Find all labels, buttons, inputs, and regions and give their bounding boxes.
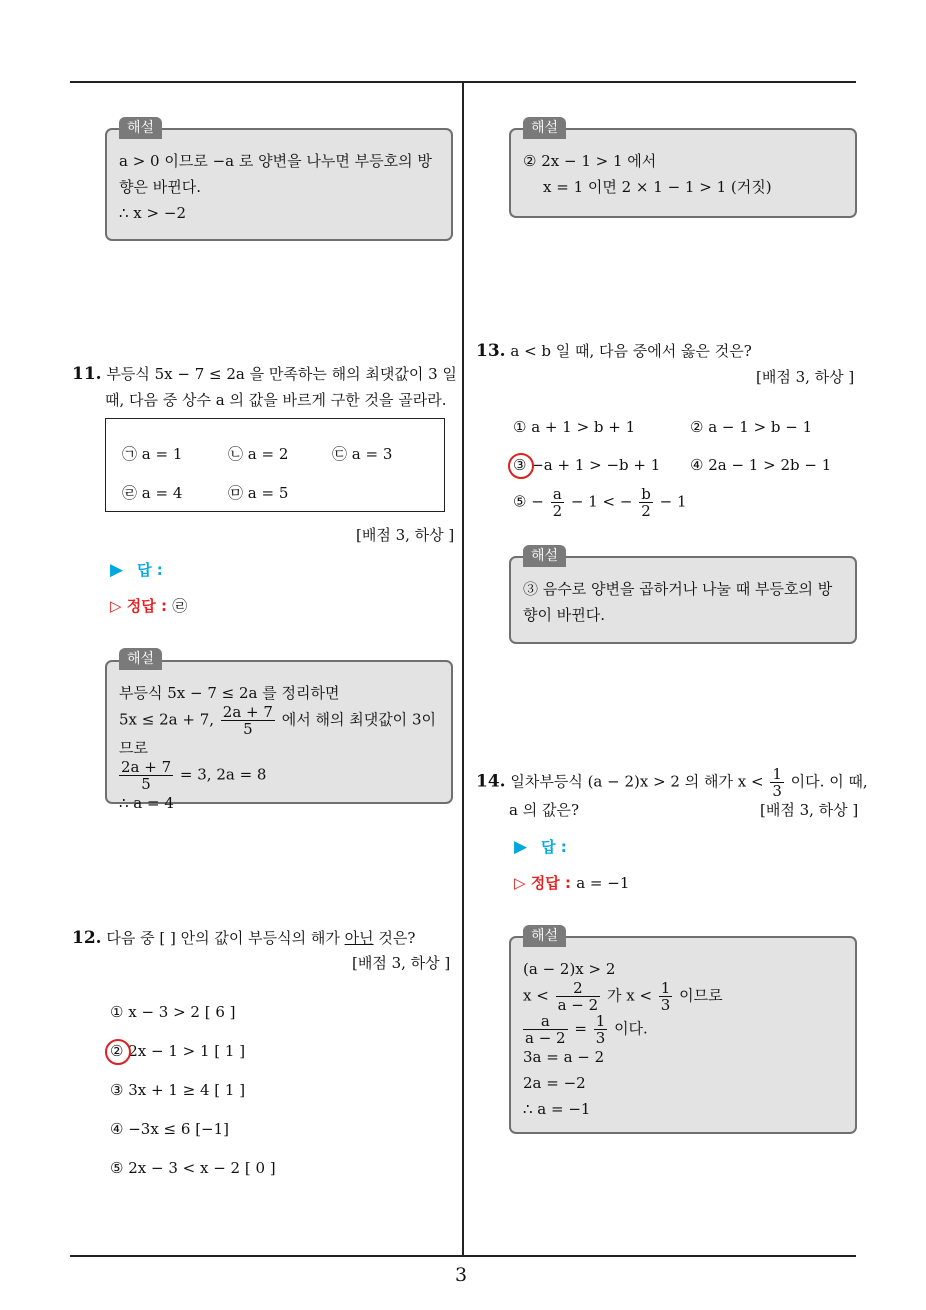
answer-field[interactable] — [110, 559, 163, 580]
choice-item[interactable]: ① x − 3 > 2 [ 6 ] — [110, 1003, 236, 1021]
choice-item[interactable]: ④ −3x ≤ 6 [−1] — [110, 1120, 230, 1138]
fraction-denominator: 5 — [243, 720, 253, 738]
fraction-numerator: 1 — [595, 1012, 606, 1030]
question-text-underlined: 아닌 — [344, 929, 374, 947]
solution-text: 이다. — [614, 1019, 648, 1038]
question-11 — [72, 361, 462, 387]
answer-label: 답 : — [137, 561, 163, 579]
choice-item[interactable]: ② a − 1 > b − 1 — [690, 418, 813, 436]
choice-item[interactable]: ④ 2a − 1 > 2b − 1 — [690, 456, 832, 474]
fraction — [119, 759, 173, 792]
solution-text: 에서 해의 최댓값이 3이므로 — [119, 710, 436, 757]
choice-item[interactable]: ① a + 1 > b + 1 — [513, 418, 636, 436]
solution-line: 3a = a − 2 — [523, 1048, 605, 1066]
fraction-denominator: 3 — [595, 1029, 606, 1047]
question-number: 12. — [72, 928, 102, 948]
page-number: 3 — [455, 1264, 468, 1286]
outline-triangle-icon: ▷ — [514, 874, 531, 892]
outline-triangle-icon: ▷ — [110, 597, 127, 615]
solution-line: ∴ x > −2 — [119, 204, 186, 222]
solution-line: 부등식 5x − 7 ≤ 2a 를 정리하면 — [119, 684, 340, 702]
q11-solution-box — [105, 660, 453, 812]
solution-text: = 3, 2a = 8 — [179, 765, 267, 784]
solution-line — [523, 1013, 843, 1046]
choice-item[interactable]: ③ −a + 1 > −b + 1 — [513, 456, 661, 474]
correct-value: a = −1 — [576, 874, 630, 892]
fraction — [523, 1013, 568, 1046]
solution-line: 향은 바뀐다. — [119, 178, 201, 196]
q14-solution-box — [509, 936, 857, 1134]
solution-line — [523, 980, 843, 1013]
fraction-denominator: a − 2 — [525, 1029, 566, 1047]
solution-text: 5x ≤ 2a + 7, — [119, 710, 215, 729]
solution-badge: 해설 — [119, 648, 162, 670]
question-number: 14. — [476, 771, 506, 792]
question-12 — [72, 925, 415, 951]
fraction-denominator: 5 — [141, 775, 151, 793]
fraction — [221, 704, 275, 737]
question-14 — [476, 766, 868, 799]
question-13 — [476, 338, 752, 364]
option-item: ㉢ a = 3 — [332, 445, 393, 463]
correct-value: ㉣ — [172, 597, 188, 615]
fraction — [639, 486, 653, 519]
correct-label: 정답 : — [126, 597, 167, 615]
fraction-numerator: 1 — [660, 979, 671, 997]
fraction — [594, 1013, 608, 1046]
choice-text: − 1 < − — [570, 492, 633, 511]
fraction-numerator: 2a + 7 — [121, 758, 172, 776]
correct-answer — [514, 872, 629, 893]
fraction — [659, 980, 673, 1013]
left-prev-solution-box — [105, 128, 453, 241]
answer-label: 답 : — [541, 838, 567, 856]
selected-circle-mark — [105, 1039, 131, 1065]
option-item: ㉠ a = 1 — [122, 445, 183, 463]
fraction-numerator: 2a + 7 — [222, 703, 273, 721]
choice-text: ⑤ − — [513, 492, 544, 511]
correct-label: 정답 : — [530, 874, 571, 892]
solution-line: 2a = −2 — [523, 1074, 586, 1092]
solution-line — [119, 759, 439, 792]
q13-solution-box — [509, 556, 857, 644]
solution-line: a > 0 이므로 −a 로 양변을 나누면 부등호의 방 — [119, 152, 432, 170]
question-text: 부등식 5x − 7 ≤ 2a 을 만족하는 해의 최댓값이 3 일 — [106, 365, 457, 383]
question-14-text-line2: a 의 값은? — [509, 801, 579, 819]
fraction-denominator: 2 — [641, 502, 651, 520]
options-box — [105, 418, 445, 512]
solution-line — [119, 704, 439, 759]
fraction-numerator: a — [523, 1013, 568, 1030]
solution-line: ② 2x − 1 > 1 에서 — [523, 152, 657, 170]
fraction-numerator: 1 — [772, 765, 782, 783]
correct-answer — [110, 595, 187, 616]
bottom-rule — [70, 1255, 856, 1257]
choice-item[interactable]: ② 2x − 1 > 1 [ 1 ] — [110, 1042, 246, 1060]
play-icon: ▶ — [110, 560, 124, 580]
solution-badge: 해설 — [523, 117, 566, 139]
choice-item[interactable] — [513, 486, 687, 519]
question-number: 13. — [476, 341, 506, 361]
solution-text: 이므로 — [679, 986, 723, 1005]
fraction — [556, 980, 601, 1013]
right-prev-solution-box — [509, 128, 857, 218]
fraction-numerator: 2 — [556, 980, 601, 997]
solution-text: x < — [523, 986, 549, 1005]
fraction-denominator: 2 — [552, 502, 563, 520]
question-text: 이다. 이 때, — [790, 772, 868, 791]
selected-circle-mark — [508, 453, 534, 479]
solution-line: ∴ a = −1 — [523, 1100, 591, 1118]
option-item: ㉣ a = 4 — [122, 484, 183, 502]
fraction-denominator: 3 — [772, 782, 782, 800]
solution-line: ∴ a = 4 — [119, 794, 174, 812]
score-meta: [배점 3, 하상 ] — [756, 368, 855, 386]
question-text: a < b 일 때, 다음 중에서 옳은 것은? — [510, 342, 752, 360]
question-11-text-line2: 때, 다음 중 상수 a 의 값을 바르게 구한 것을 골라라. — [105, 391, 447, 409]
choice-text: − 1 — [659, 492, 687, 511]
solution-text: = — [574, 1019, 587, 1038]
column-divider — [462, 83, 464, 1257]
question-text: 것은? — [378, 929, 416, 947]
score-meta: [배점 3, 하상 ] — [760, 801, 859, 819]
solution-text: 가 x < — [606, 986, 653, 1005]
option-item: ㉡ a = 2 — [228, 445, 289, 463]
solution-badge: 해설 — [523, 925, 566, 947]
choice-item[interactable]: ③ 3x + 1 ≥ 4 [ 1 ] — [110, 1081, 246, 1099]
score-meta: [배점 3, 하상 ] — [352, 954, 451, 972]
solution-line: x = 1 이면 2 × 1 − 1 > 1 (거짓) — [543, 178, 772, 196]
solution-badge: 해설 — [119, 117, 162, 139]
fraction — [770, 766, 784, 799]
score-meta: [배점 3, 하상 ] — [356, 526, 455, 544]
solution-badge: 해설 — [523, 545, 566, 567]
fraction-denominator: a − 2 — [557, 996, 599, 1014]
option-item: ㉤ a = 5 — [228, 484, 289, 502]
answer-field[interactable] — [514, 836, 567, 857]
solution-line: 향이 바뀐다. — [523, 606, 605, 624]
question-text: 일차부등식 (a − 2)x > 2 의 해가 x < — [510, 772, 764, 791]
solution-line: ③ 음수로 양변을 곱하거나 나눌 때 부등호의 방 — [523, 580, 833, 598]
fraction-denominator: 3 — [660, 996, 671, 1014]
fraction-numerator: b — [641, 485, 651, 503]
solution-line: (a − 2)x > 2 — [523, 960, 616, 978]
fraction-numerator: a — [551, 486, 565, 503]
fraction — [551, 486, 565, 519]
question-text: 다음 중 [ ] 안의 값이 부등식의 해가 — [106, 929, 340, 947]
question-number: 11. — [72, 364, 102, 384]
choice-item[interactable]: ⑤ 2x − 3 < x − 2 [ 0 ] — [110, 1159, 276, 1177]
play-icon: ▶ — [514, 837, 528, 857]
